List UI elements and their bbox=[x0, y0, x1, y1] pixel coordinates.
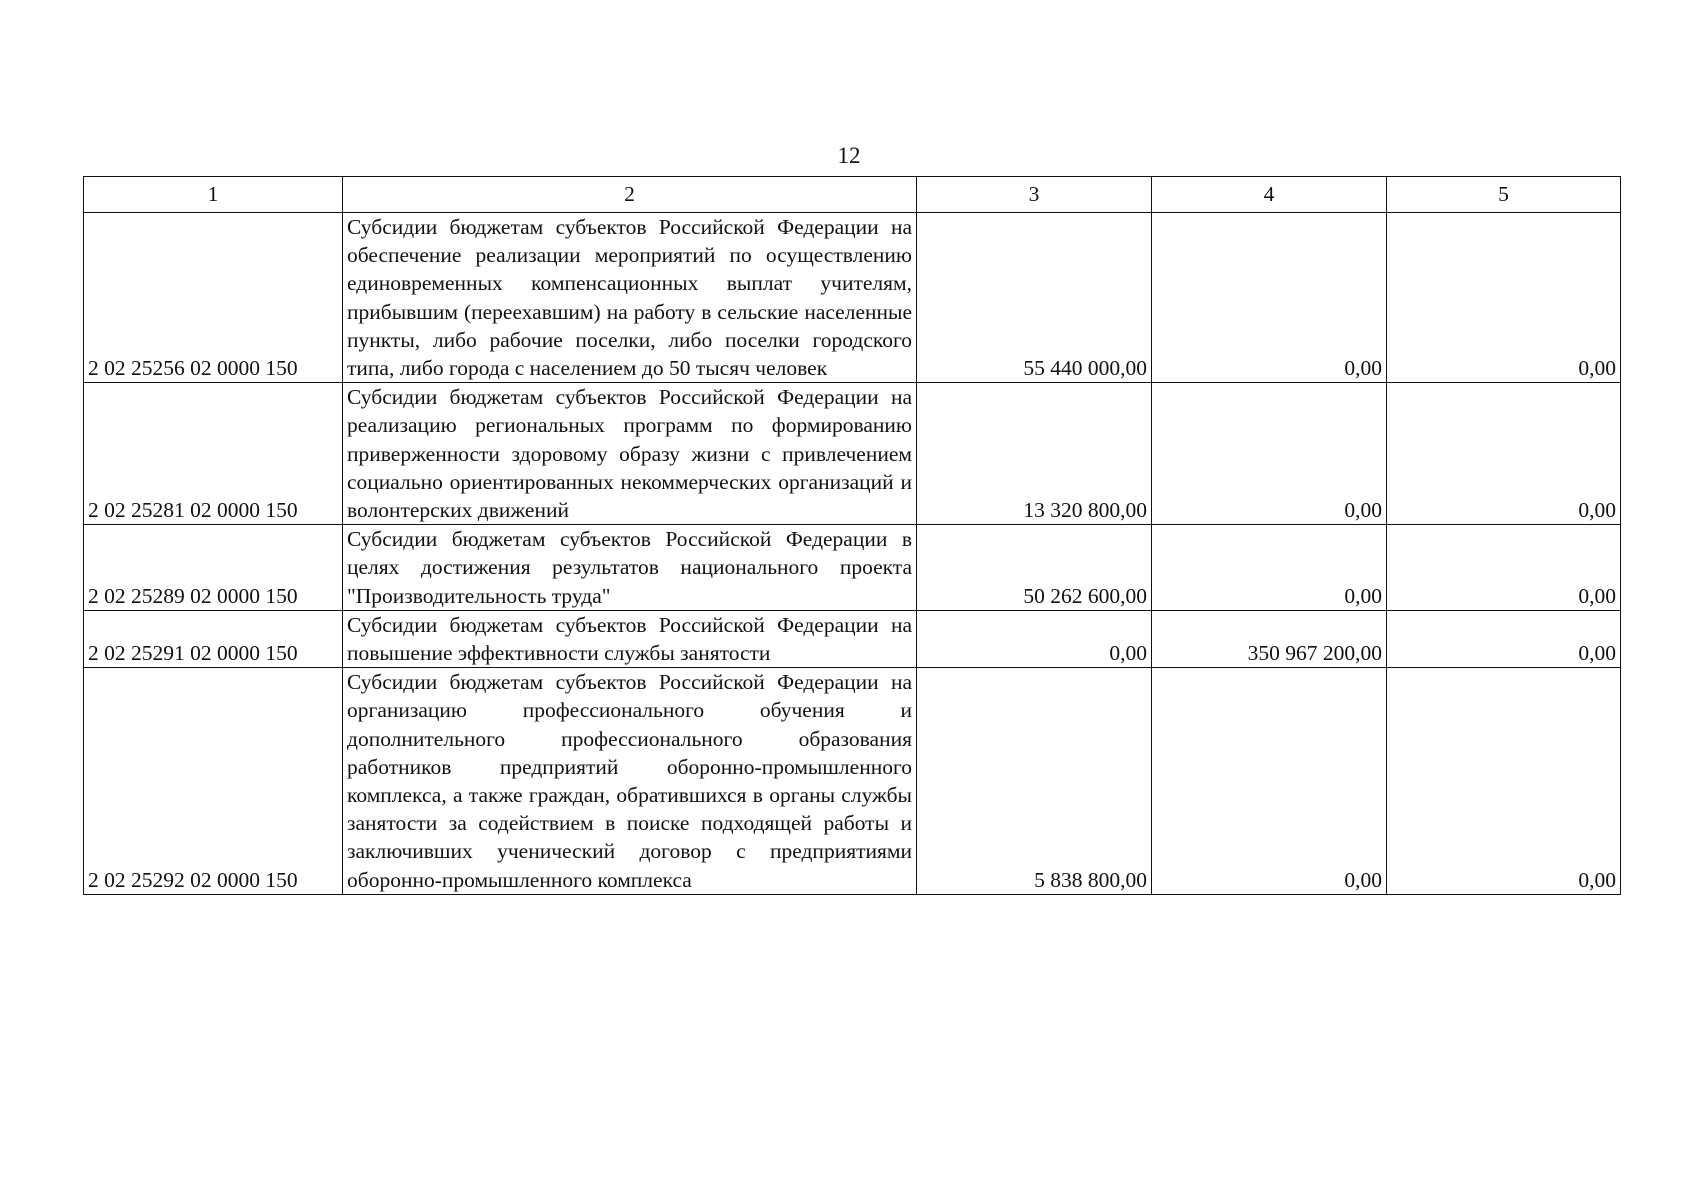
header-col-2: 2 bbox=[343, 177, 917, 213]
budget-code: 2 02 25281 02 0000 150 bbox=[84, 383, 343, 525]
amount-col-3: 5 838 800,00 bbox=[917, 668, 1152, 895]
amount-col-3: 13 320 800,00 bbox=[917, 383, 1152, 525]
amount-col-4: 0,00 bbox=[1152, 668, 1387, 895]
amount-col-5: 0,00 bbox=[1387, 213, 1621, 383]
header-col-5: 5 bbox=[1387, 177, 1621, 213]
amount-col-5: 0,00 bbox=[1387, 383, 1621, 525]
row-description: Субсидии бюджетам субъектов Российской Федерации на реализацию региональных программ по формированию приверженности здоровому образу жизни с привлечением социально ориентированных некоммерческих организаций и волонтерских движений bbox=[343, 383, 917, 525]
table-row bbox=[84, 525, 1621, 611]
table-row bbox=[84, 668, 1621, 895]
amount-col-3: 50 262 600,00 bbox=[917, 525, 1152, 611]
budget-code: 2 02 25289 02 0000 150 bbox=[84, 525, 343, 611]
amount-col-5: 0,00 bbox=[1387, 668, 1621, 895]
amount-col-3: 0,00 bbox=[917, 610, 1152, 667]
budget-code: 2 02 25256 02 0000 150 bbox=[84, 213, 343, 383]
amount-col-5: 0,00 bbox=[1387, 525, 1621, 611]
page-number: 12 bbox=[837, 143, 861, 168]
header-col-3: 3 bbox=[917, 177, 1152, 213]
row-description: Субсидии бюджетам субъектов Российской Федерации на обеспечение реализации мероприятий по осуществлению единовременных компенсационных выплат учителям, прибывшим (переехавшим) на работу в сельские населенные пункты, либо рабочие поселки, либо поселки городского типа, либо города с населением до 50 тысяч человек bbox=[343, 213, 917, 383]
header-row bbox=[84, 177, 1621, 213]
amount-col-3: 55 440 000,00 bbox=[917, 213, 1152, 383]
row-description: Субсидии бюджетам субъектов Российской Федерации на повышение эффективности службы занятости bbox=[343, 610, 917, 667]
amount-col-4: 0,00 bbox=[1152, 525, 1387, 611]
table-row bbox=[84, 610, 1621, 667]
budget-code: 2 02 25292 02 0000 150 bbox=[84, 668, 343, 895]
table-row bbox=[84, 213, 1621, 383]
budget-code: 2 02 25291 02 0000 150 bbox=[84, 610, 343, 667]
header-col-4: 4 bbox=[1152, 177, 1387, 213]
row-description: Субсидии бюджетам субъектов Российской Федерации в целях достижения результатов национального проекта "Производительность труда" bbox=[343, 525, 917, 611]
row-description: Субсидии бюджетам субъектов Российской Федерации на организацию профессионального обучения и дополнительного профессионального образования работников предприятий оборонно-промышленного комплекса, а также граждан, обратившихся в органы службы занятости за содействием в поиске подходящей работы и заключивших ученический договор с предприятиями оборонно-промышленного комплекса bbox=[343, 668, 917, 895]
amount-col-4: 350 967 200,00 bbox=[1152, 610, 1387, 667]
amount-col-4: 0,00 bbox=[1152, 383, 1387, 525]
amount-col-5: 0,00 bbox=[1387, 610, 1621, 667]
amount-col-4: 0,00 bbox=[1152, 213, 1387, 383]
budget-revenue-table bbox=[83, 176, 1621, 895]
table-row bbox=[84, 383, 1621, 525]
header-col-1: 1 bbox=[84, 177, 343, 213]
